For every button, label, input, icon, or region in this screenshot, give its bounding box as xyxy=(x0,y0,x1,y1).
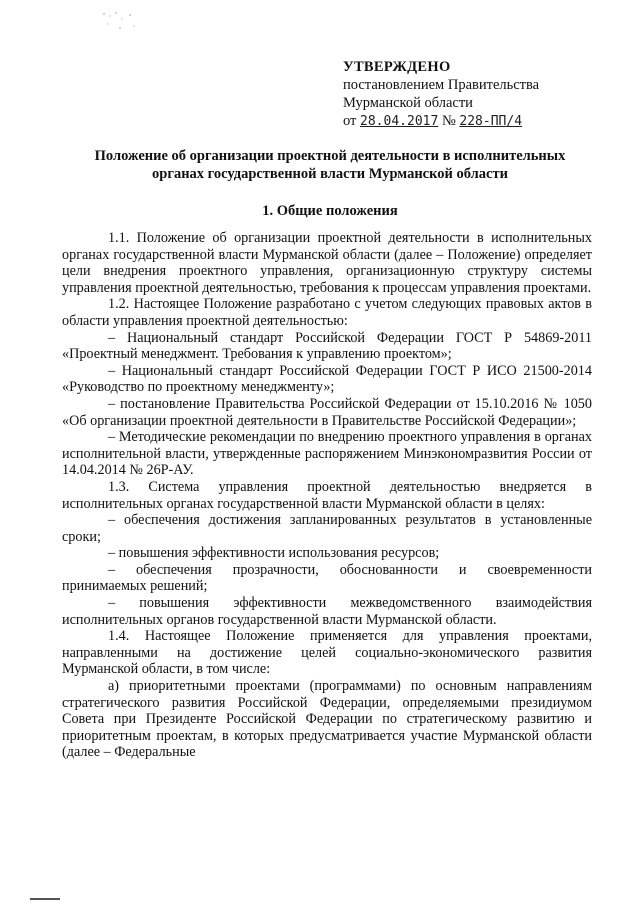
list-item: – Методические рекомендации по внедрению проектного управления в органах исполнительной власти, утвержденные распоряжением Минэкономразвития России от 14.04.2014 № 26Р-АУ. xyxy=(62,429,592,479)
document-title xyxy=(60,147,600,183)
list-item: – обеспечения прозрачности, обоснованности и своевременности принимаемых решений; xyxy=(62,561,592,595)
title-line-2: органах государственной власти Мурманской области xyxy=(152,166,508,182)
paragraph: а) приоритетными проектами (программами) по основным направлениям стратегического развития Российской Федерации, определяемыми президиумом Совета при Президенте Российской Федерации по стратегическому развитию и приоритетным проектам, в которых предусматривается участие Мурманской области (далее – Федеральные xyxy=(62,678,592,761)
list-item: – обеспечения достижения запланированных результатов в установленные сроки; xyxy=(62,512,592,545)
date-prefix: от xyxy=(343,113,357,129)
approval-heading: УТВЕРЖДЕНО xyxy=(343,59,451,75)
approval-date-line xyxy=(343,112,539,131)
paragraph: 1.2. Настоящее Положение разработано с учетом следующих правовых актов в области управления проектной деятельностью: xyxy=(62,296,592,329)
number-prefix: № xyxy=(441,113,456,129)
paragraph: 1.4. Настоящее Положение применяется для управления проектами, направленными на достижение целей социально-экономического развития Мурманской области, в том числе: xyxy=(62,628,592,678)
list-item: – повышения эффективности межведомственного взаимодействия исполнительных органов государственной власти Мурманской области. xyxy=(62,595,592,628)
list-item: – Национальный стандарт Российской Федерации ГОСТ Р 54869-2011 «Проектный менеджмент. Требования к управлению проектом»; xyxy=(62,329,592,363)
title-line-1: Положение об организации проектной деятельности в исполнительных xyxy=(94,148,566,164)
approval-issuer: постановлением Правительства xyxy=(343,77,540,93)
paragraph: 1.3. Система управления проектной деятельностью внедряется в исполнительных органах государственной власти Мурманской области в целях: xyxy=(62,478,592,512)
list-item: – Национальный стандарт Российской Федерации ГОСТ Р ИСО 21500-2014 «Руководство по проектному менеджменту»; xyxy=(62,362,592,396)
list-item: – постановление Правительства Российской Федерации от 15.10.2016 № 1050 «Об организации проектной деятельности в Правительстве Российской Федерации»; xyxy=(62,395,592,429)
scan-edge-mark xyxy=(30,898,60,900)
body-text xyxy=(62,230,592,761)
paragraph: 1.1. Положение об организации проектной деятельности в исполнительных органах государственной власти Мурманской области (далее – Положение) определяет цели внедрения проектного управления, организационную структуру системы управления проектной деятельностью, требования к процессам управления проектами. xyxy=(62,230,592,296)
section-heading: 1. Общие положения xyxy=(262,203,398,219)
list-item: – повышения эффективности использования ресурсов; xyxy=(108,545,440,562)
approval-region: Мурманской области xyxy=(343,95,473,111)
approval-number: 228-ПП/4 xyxy=(459,114,523,129)
scan-artifact xyxy=(100,10,140,40)
approval-date: 28.04.2017 xyxy=(360,114,439,129)
approval-block xyxy=(343,58,539,131)
